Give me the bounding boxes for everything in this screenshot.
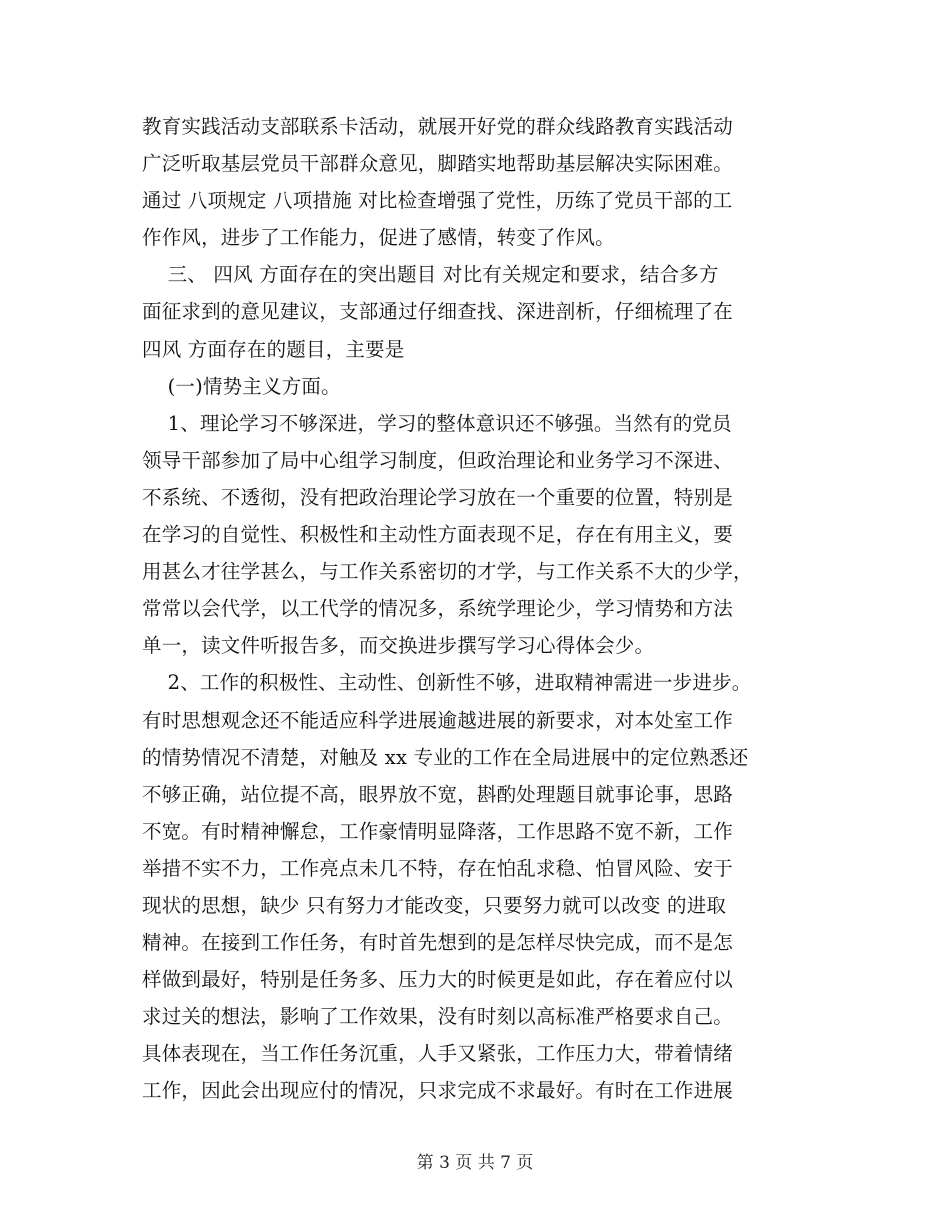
text-line: 作作风，进步了工作能力，促进了感情，转变了作风。 — [142, 226, 615, 250]
text-line: 面征求到的意见建议，支部通过仔细查找、深进剖析，仔细梳理了在 — [142, 300, 734, 324]
text-line: 不系统、不透彻，没有把政治理论学习放在一个重要的位置，特别是 — [142, 485, 734, 509]
text-line: 2、工作的积极性、主动性、创新性不够，进取精神需进一步进步。 — [142, 671, 752, 695]
text-line: 精神。在接到工作任务，有时首先想到的是怎样尽快完成，而不是怎 — [142, 931, 734, 955]
text-line: 领导干部参加了局中心组学习制度，但政治理论和业务学习不深进、 — [142, 448, 734, 472]
text-line: 用甚么才往学甚么，与工作关系密切的才学，与工作关系不大的少学， — [142, 560, 753, 584]
text-line: 单一，读文件听报告多，而交换进步撰写学习心得体会少。 — [142, 634, 655, 658]
text-line: 工作，因此会出现应付的情况，只求完成不求最好。有时在工作进展 — [142, 1079, 734, 1103]
text-line: 教育实践活动支部联系卡活动，就展开好党的群众线路教育实践活动 — [142, 115, 734, 138]
text-line: 不够正确，站位提不高，眼界放不宽，斟酌处理题目就事论事，思路 — [142, 782, 734, 806]
text-line: 有时思想观念还不能适应科学进展逾越进展的新要求，对本处室工作 — [142, 708, 734, 732]
text-line: 三、 四风 方面存在的突出题目 对比有关规定和要求，结合多方 — [142, 263, 719, 287]
page-number-footer: 第 3 页 共 7 页 — [416, 1153, 534, 1173]
text-line: 具体表现在，当工作任务沉重，人手又紧张，工作压力大，带着情绪 — [142, 1042, 734, 1066]
text-line: 1、理论学习不够深进，学习的整体意识还不够强。当然有的党员 — [142, 411, 732, 435]
text-line: 样做到最好，特别是任务多、压力大的时候更是如此，存在着应付以 — [142, 968, 734, 992]
text-line: 举措不实不力，工作亮点未几不特，存在怕乱求稳、怕冒风险、安于 — [142, 856, 734, 880]
text-line: 的情势情况不清楚，对触及 xx 专业的工作在全局进展中的定位熟悉还 — [142, 745, 749, 769]
text-line: (一)情势主义方面。 — [142, 374, 341, 398]
text-line: 求过关的想法，影响了工作效果，没有时刻以高标准严格要求自己。 — [142, 1005, 734, 1029]
text-line: 不宽。有时精神懈怠，工作豪情明显降落，工作思路不宽不新，工作 — [142, 819, 734, 843]
text-line: 通过 八项规定 八项措施 对比检查增强了党性，历练了党员干部的工 — [142, 189, 733, 213]
text-line: 常常以会代学，以工代学的情况多，系统学理论少，学习情势和方法 — [142, 597, 734, 621]
body-text — [142, 108, 832, 1110]
text-line: 现状的思想，缺少 只有努力才能改变，只要努力就可以改变 的进取 — [142, 893, 727, 917]
text-line: 四风 方面存在的题目，主要是 — [142, 337, 405, 361]
text-line: 在学习的自觉性、积极性和主动性方面表现不足，存在有用主义，要 — [142, 523, 734, 547]
text-line: 广泛听取基层党员干部群众意见，脚踏实地帮助基层解决实际困难。 — [142, 152, 734, 176]
